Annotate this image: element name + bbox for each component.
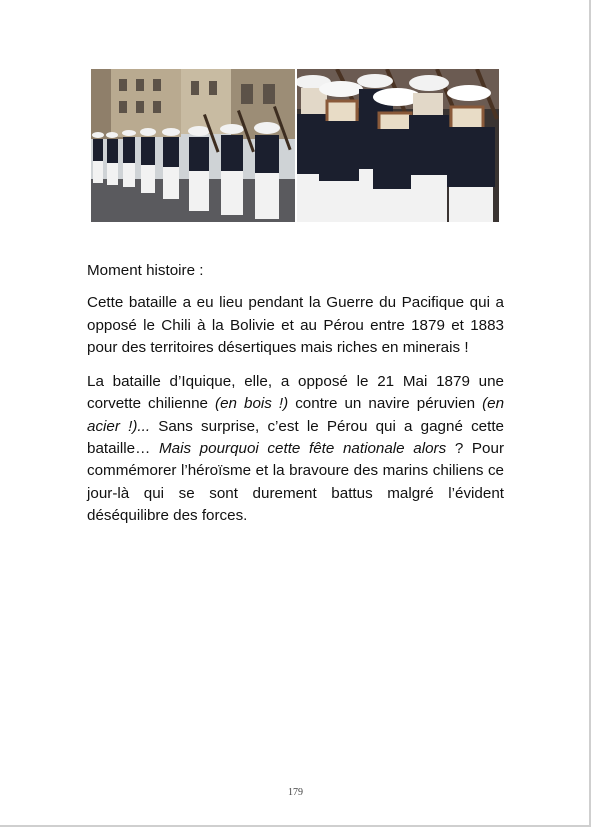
page-number: 179 — [288, 787, 303, 798]
parade-photo-left — [91, 69, 295, 222]
article-text — [87, 260, 504, 539]
paragraph-2-italic: (en acier !)... — [87, 395, 505, 435]
paragraph-2-italic: Mais pourquoi cette fête nationale alors — [158, 440, 447, 458]
paragraph-1: Cette bataille a eu lieu pendant la Guerre du Pacifique qui a opposé le Chili à la Bolivie et au Pérou entre 1879 et 1883 pour des territoires désertiques mais riches en minerais ! — [87, 294, 504, 356]
section-heading: Moment histoire : — [87, 262, 204, 279]
paragraph-2-text: Sans surprise, c’est le Pérou qui a gagné cette bataille… — [87, 417, 505, 458]
paragraph-2-text: La bataille d’Iquique, elle, a opposé le 21 Mai 1879 une corvette chilienne — [87, 373, 504, 413]
paragraph-2-text: ? Pour commémorer l’héroïsme et la bravoure des marins chiliens ce jour-là qui se sont durement battus malgré l’évident déséquilibre des forces. — [87, 440, 504, 524]
photo-strip — [91, 69, 499, 222]
paragraph-2 — [87, 371, 504, 527]
parade-photo-right — [297, 69, 499, 222]
paragraph-2-text: contre un navire péruvien — [288, 395, 483, 413]
paragraph-2-italic: (en bois !) — [215, 395, 289, 413]
